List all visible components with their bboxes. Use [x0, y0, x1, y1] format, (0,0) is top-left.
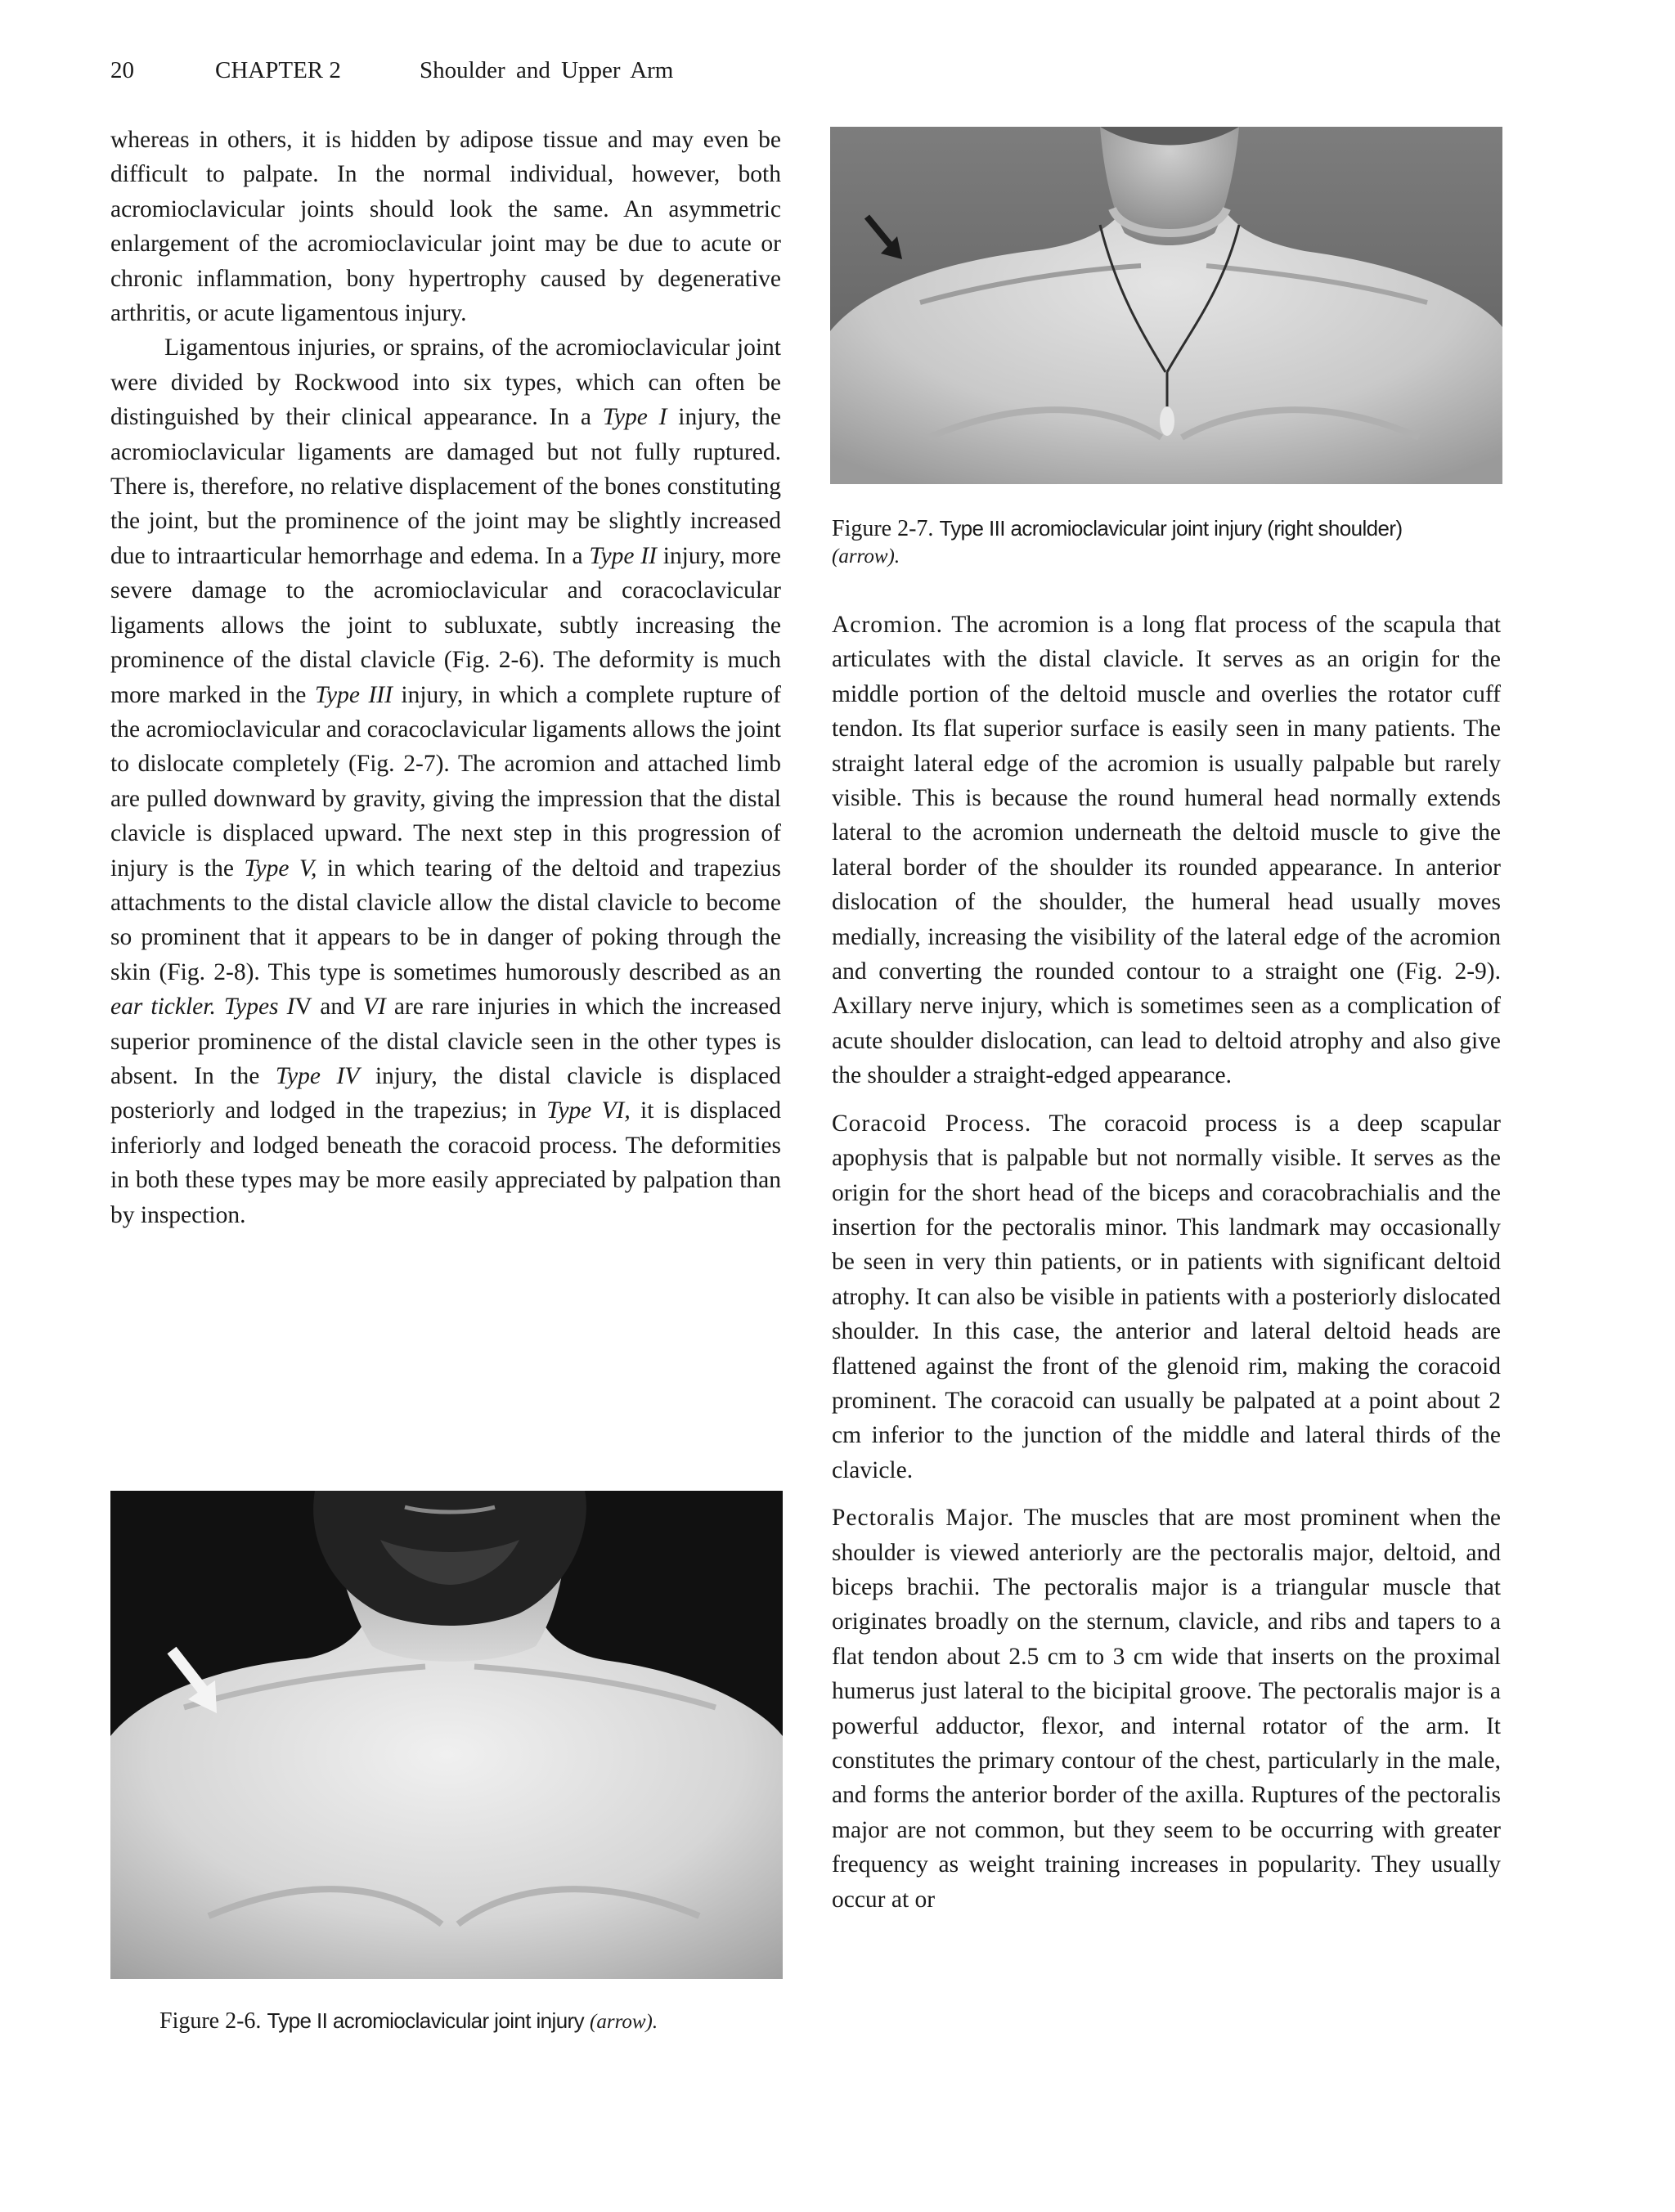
section-text: The muscles that are most prominent when the shoulder is viewed anteriorly are the pectoralis major, deltoid, and biceps brachii. The pectoralis major is a triangular muscle that originates broadly on the sternum, clavicle, and ribs and tapers to a flat tendon about 2.5 cm to 3 cm wide that inserts on the proximal humerus just lateral to the bicipital groove. The pectoralis major is a powerful adductor, flexor, and internal rotator of the arm. It constitutes the primary contour of the chest, particularly in the male, and forms the anterior border of the axilla. Ruptures of the pectoralis major are not common, but they seem to be occurring with greater frequency as weight training increases in popularity. They usually occur at or: [832, 1505, 1502, 1913]
text-run: Ligamentous injuries, or sprains, of the acromioclavicular joint were divided by Rockwood into six types, which can often be distinguished by their clinical appearance. In a: [110, 334, 781, 431]
section-text: The acromion is a long flat process of the scapula that articulates with the distal clavicle. It serves as an origin for the middle portion of the deltoid muscle and overlies the rotator cuff tendon. Its flat superior surface is easily seen in many patients. The straight lateral edge of the acromion is usually palpable but rarely visible. This is because the round humeral head normally extends lateral to the acromion underneath the deltoid muscle to give the lateral border of the shoulder its rounded appearance. In anterior dislocation of the shoulder, the humeral head usually moves medially, increasing the visibility of the lateral edge of the acromion and converting the rounded contour to a straight one (Fig. 2-9). Axillary nerve injury, which is sometimes seen as a complication of acute shoulder dislocation, can lead to deltoid atrophy and also give the shoulder a straight-edged appearance.: [832, 612, 1501, 1089]
italic-term: ear tickler. Types I: [110, 994, 295, 1021]
chapter-title: Shoulder and Upper Arm: [420, 57, 674, 83]
right-text-column: [832, 608, 1501, 1917]
section-coracoid-process: [832, 1106, 1501, 1487]
figure-caption-arrow: (arrow).: [832, 545, 900, 568]
figure-label: Figure 2-6.: [159, 2008, 262, 2034]
chapter-label: CHAPTER 2: [215, 57, 341, 83]
figure-caption-arrow: (arrow).: [590, 2011, 658, 2033]
text-run: injury, the acromioclavicular ligaments are damaged but not fully ruptured. There is, therefore, no relative displacement of the bones constituting the joint, but the prominence of the joint may be slightly increased due to intraarticular hemorrhage and edema. In a: [110, 404, 781, 569]
italic-term: Type IV: [275, 1062, 360, 1089]
paragraph: whereas in others, it is hidden by adipose tissue and may even be difficult to palpate. In the normal individual, however, both acromioclavicular joints should look the same. An asymmetric enlargement of the acromioclavicular joint may be due to acute or chronic inflammation, bony hypertrophy caused by degenerative arthritis, or acute ligamentous injury.: [110, 127, 781, 327]
figure-caption-text: Type III acromioclavicular joint injury (right shoulder): [939, 516, 1403, 541]
figure-2-7-photo: [830, 127, 1502, 484]
italic-term: Type II: [589, 542, 657, 569]
section-heading: Acromion.: [832, 612, 943, 638]
italic-term: Type V,: [244, 855, 317, 882]
text-run: V and: [294, 994, 363, 1021]
italic-term: Type VI,: [546, 1097, 631, 1124]
figure-2-6-photo: [110, 1491, 783, 1979]
italic-term: VI: [362, 994, 386, 1021]
section-pectoralis-major: [832, 1501, 1501, 1917]
text-run: injury, the distal clavicle is displaced posteriorly and lodged in the trapezius; in: [110, 1062, 781, 1124]
figure-2-6-caption: [159, 2008, 781, 2035]
italic-term: Type I: [602, 404, 667, 431]
figure-caption-text: Type II acromioclavicular joint injury: [267, 2008, 585, 2033]
text-run: it is displaced inferiorly and lodged beneath the coracoid process. The deformities in both these types may be more easily appreciated by palpation than by inspection.: [110, 1097, 781, 1228]
text-run: are rare injuries in which the increased superior prominence of the distal clavicle seen in the other types is absent. In the: [110, 994, 781, 1089]
text-run: injury, more severe damage to the acromioclavicular and coracoclavicular ligaments allows the joint to subluxate, subtly increasing the prominence of the distal clavicle (Fig. 2-6). The deformity is much more marked in the: [110, 542, 781, 708]
paragraph-ligament-types: [110, 330, 781, 1232]
figure-label: Figure 2-7.: [832, 516, 934, 541]
section-heading: Coracoid Process.: [832, 1110, 1032, 1137]
section-text: The coracoid process is a deep scapular apophysis that is palpable but not normally visible. It serves as the origin for the short head of the biceps and coracobrachialis and the insertion for the pectoralis minor. This landmark may occasionally be seen in very thin patients, or in patients with significant deltoid atrophy. It can also be visible in patients with a posteriorly dislocated shoulder. In this case, the anterior and lateral deltoid heads are flattened against the front of the glenoid rim, making the coracoid prominent. The coracoid can usually be palpated at a point about 2 cm inferior to the junction of the middle and lateral thirds of the clavicle.: [832, 1110, 1502, 1483]
italic-term: Type III: [314, 681, 393, 708]
section-heading: Pectoralis Major.: [832, 1505, 1015, 1532]
page-number: 20: [110, 57, 134, 83]
left-text-column: [110, 123, 781, 1232]
text-run: in which tearing of the deltoid and trapezius attachments to the distal clavicle allow the distal clavicle to become so prominent that it appears to be in danger of poking through the skin (Fig. 2-8). This type is sometimes humorously described as an: [110, 855, 781, 985]
figure-2-7-caption: [832, 515, 1502, 570]
section-acromion: [832, 608, 1501, 1093]
text-run: injury, in which a complete rupture of the acromioclavicular and coracoclavicular ligaments allows the joint to dislocate completely (Fig. 2-7). The acromion and attached limb are pulled downward by gravity, giving the impression that the distal clavicle is displaced upward. The next step in this progression of injury is the: [110, 681, 781, 882]
